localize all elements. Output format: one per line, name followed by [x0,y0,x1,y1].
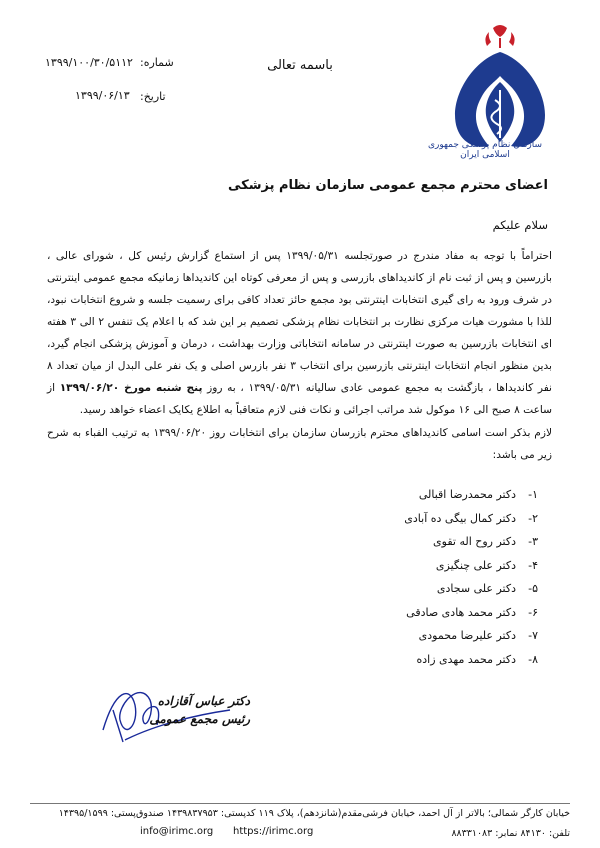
list-item [278,535,538,559]
signature-name: دکتر عباس آقازاده [157,694,250,708]
footer-address: خیابان کارگر شمالی؛ بالاتر از آل احمد، خیابان فرشی‌مقدم(شانزدهم)، پلاک ۱۱۹ کدپستی: ۱۴۳۹۸۳۷۹۵۳ صندوق‌پستی: ۱۴۳۹۵/۱۵۹۹ [58,808,570,819]
greeting: سلام علیکم [492,218,548,232]
list-item [278,582,538,606]
basmala: باسمه تعالی [267,58,333,73]
list-item-number: ۵- [528,582,538,595]
list-item-name: دکتر علی چنگیزی [435,558,516,572]
list-item-number: ۸- [528,652,538,666]
list-item [278,512,538,536]
list-item [278,653,538,677]
list-item-name: دکتر محمد هادی صادقی [406,605,516,619]
list-item [278,629,538,653]
paragraph-candidates-text: لازم بذکر است اسامی کاندیداهای محترم بازرسان سازمان برای انتخابات روز ۱۳۹۹/۰۶/۲۰ به ترتیب الفباء به شرح زیر می باشد: [47,427,552,461]
letter-heading: اعضای محترم مجمع عمومی سازمان نظام پزشکی [228,178,548,193]
list-item-number: ۲- [528,511,538,525]
number-label: شماره: [140,56,174,69]
list-item-number: ۴- [528,558,538,572]
list-item-name: دکتر محمد مهدی زاده [416,652,516,666]
footer-divider [30,803,570,804]
footer-phone: تلفن: ۸۴۱۳۰ نمابر: ۸۸۳۳۱۰۸۳ [451,828,570,839]
date-label: تاریخ: [140,90,166,103]
signature-title: رئیس مجمع عمومی [149,712,250,726]
footer-website[interactable]: https://irimc.org [233,826,314,837]
paragraph-main [47,245,552,421]
list-item-number: ۳- [528,535,538,548]
number-value: ۱۳۹۹/۱۰۰/۳۰/۵۱۱۲ [45,56,133,69]
candidate-list [278,488,538,676]
list-item-name: دکتر علی سجادی [436,582,516,595]
org-caption: سازمان نظام پزشکی جمهوری اسلامی ایران [427,140,543,160]
list-item-number: ۶- [528,605,538,619]
paragraph-main-text: احتراماً با توجه به مفاد مندرج در صورتجلسه ۱۳۹۹/۰۵/۳۱ پس از استماع گزارش رئیس کل ، شورای عالی ، بازرسین و پس از ثبت نام از کاندیداهای بازرسی و پس از معرفی کوتاه این کاندیداها زمانیکه مجمع عمومی اینترنتی در شرف ورود به رای گیری انتخابات اینترنتی بود مجمع حائز تعداد کافی برای رسمیت جلسه و شروع انتخابات نبود، للذا با مشورت هیات مرکزی نظارت بر انتخابات نظام پزشکی تصمیم بر این شد که با اعلام یک تنفس ۲ الی ۳ هفته ای انتخابات بازرسین به صورت اینترنتی در سامانه انتخاباتی وزارت بهداشت ، درمان و آموزش پزشکی انجام گیرد، بدین منظور انجام انتخابات اینترنتی بازرسین برای انتخاب ۳ نفر بازرس اصلی و یک نفر علی البدل از میان تعداد ۸ نفر کاندیداها ، بازگشت به مجمع عمومی عادی سالیانه ۱۳۹۹/۰۵/۳۱ ، به روز [47,250,553,394]
paragraph-candidates-intro [47,422,552,466]
list-item [278,559,538,583]
list-item [278,488,538,512]
list-item-number: ۷- [528,629,538,642]
list-item-number: ۱- [528,488,538,501]
paragraph-main-tail: از ساعت ۸ صبح الی ۱۶ موکول شد مراتب اجرائی و نکات فنی لازم متعاقباً به اطلاع یکایک اعضاء خواهد رسید. [47,382,552,416]
footer-email[interactable]: info@irimc.org [140,826,214,837]
signature-scribble [95,670,235,750]
list-item-name: دکتر کمال بیگی ده آبادی [404,511,516,525]
election-date-highlight: پنج شنبه مورخ ۱۳۹۹/۰۶/۲۰ [59,382,203,394]
list-item-name: دکتر علیرضا محمودی [418,629,516,642]
list-item [278,606,538,630]
list-item-name: دکتر محمدرضا اقبالی [418,488,516,501]
date-value: ۱۳۹۹/۰۶/۱۳ [75,89,130,102]
list-item-name: دکتر روح اله تقوی [433,535,516,548]
